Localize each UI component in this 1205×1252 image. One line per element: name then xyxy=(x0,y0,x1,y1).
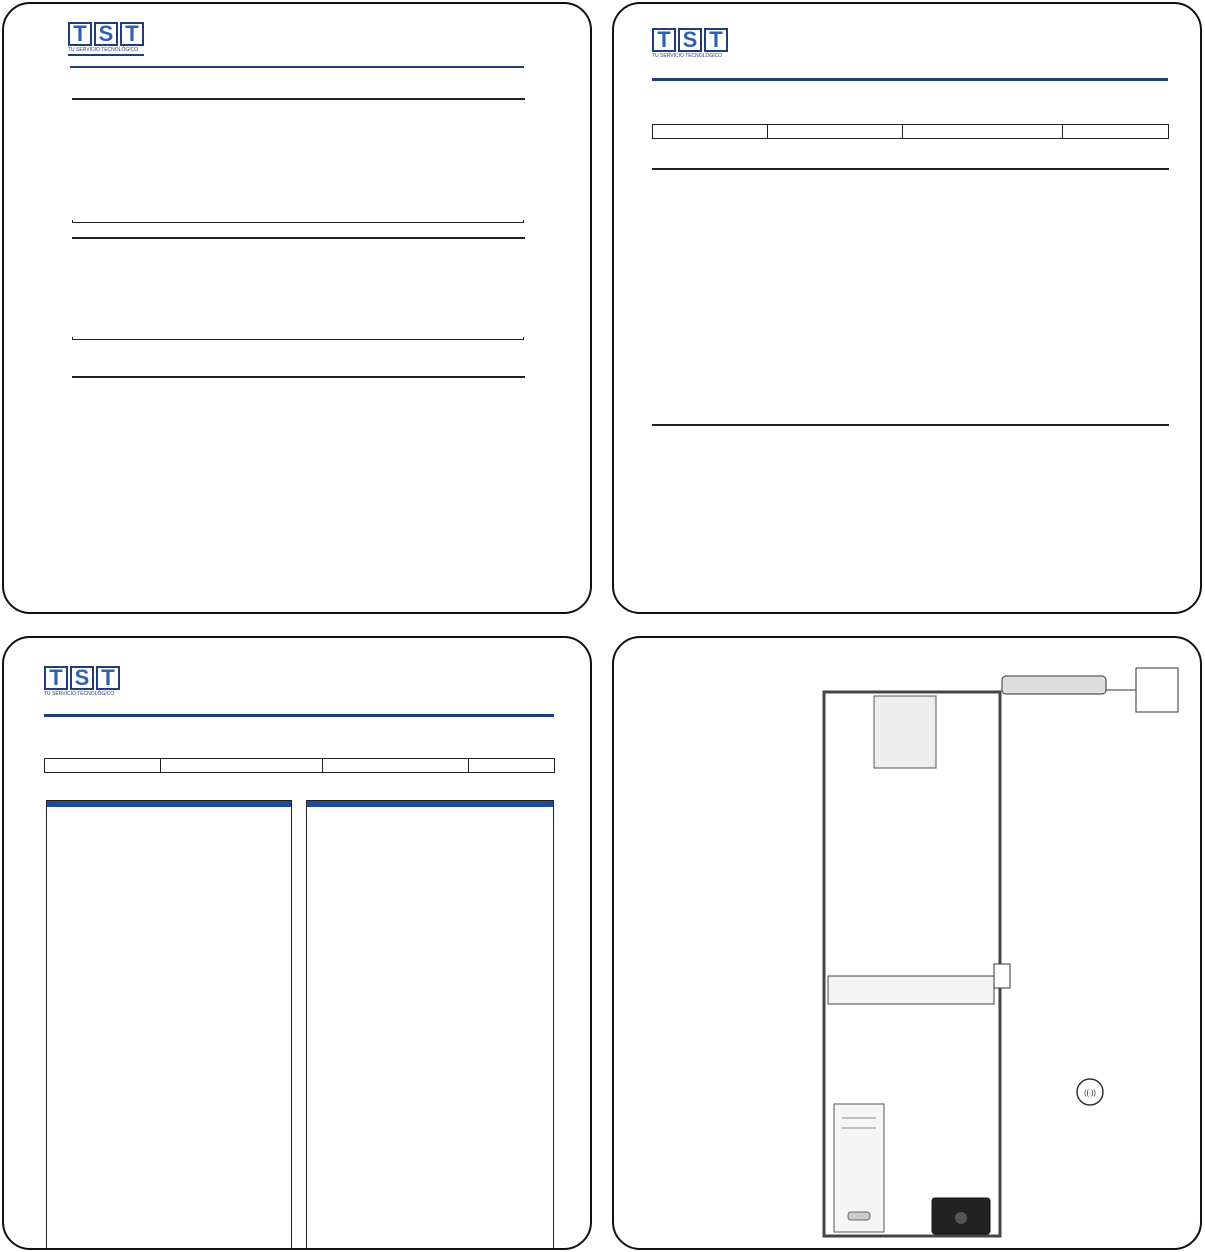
pbx-unit xyxy=(874,696,936,768)
internet-table xyxy=(72,98,525,100)
rack-diagram xyxy=(614,638,1202,1250)
redes-bar xyxy=(73,238,525,239)
redes-table xyxy=(72,237,525,239)
software-panel xyxy=(2,636,592,1250)
estaciones-table xyxy=(72,376,525,378)
power-plug xyxy=(994,964,1010,988)
revision-diaria-panel xyxy=(2,2,592,614)
internet-bar xyxy=(73,99,525,100)
network-diagram-panel xyxy=(612,636,1202,1250)
header-rule xyxy=(70,66,524,68)
speedtest-note xyxy=(72,220,524,223)
departamento-cell[interactable] xyxy=(653,124,768,138)
info-table xyxy=(44,758,555,773)
usuario-cell[interactable] xyxy=(323,758,469,772)
departamento-cell[interactable] xyxy=(45,758,161,772)
hardware-panel xyxy=(612,2,1202,614)
estaciones-bar xyxy=(73,377,525,378)
tst-logo: T S T TU SERVICIO TECNOLÓGICO xyxy=(652,28,728,59)
internos-bar xyxy=(653,169,1169,170)
aplicaciones-head xyxy=(47,801,291,807)
tst-logo: T S T TU SERVICIO TECNOLÓGICO xyxy=(44,666,120,697)
externos-bar xyxy=(653,425,1169,426)
switch-unit xyxy=(828,976,994,1004)
svg-text:((·)): ((·)) xyxy=(1084,1090,1096,1097)
optimizacion-section xyxy=(306,800,554,1250)
equipo-cell[interactable] xyxy=(768,124,903,138)
aplicaciones-section xyxy=(46,800,292,1250)
regleta-fxb xyxy=(1002,676,1106,694)
header-rule xyxy=(44,714,554,717)
usuario-cell[interactable] xyxy=(903,124,1063,138)
firma-cell[interactable] xyxy=(1063,124,1169,138)
internos-table xyxy=(652,168,1169,170)
info-table xyxy=(652,124,1169,139)
header-rule xyxy=(652,78,1168,81)
redes-notes xyxy=(72,337,524,340)
optimizacion-head xyxy=(307,801,553,807)
externos-table xyxy=(652,424,1169,426)
firma-cell[interactable] xyxy=(469,758,555,772)
fxb-box xyxy=(1136,668,1178,712)
tst-logo: T S T TU SERVICIO TECNOLÓGICO xyxy=(68,22,144,56)
equipo-cell[interactable] xyxy=(161,758,323,772)
